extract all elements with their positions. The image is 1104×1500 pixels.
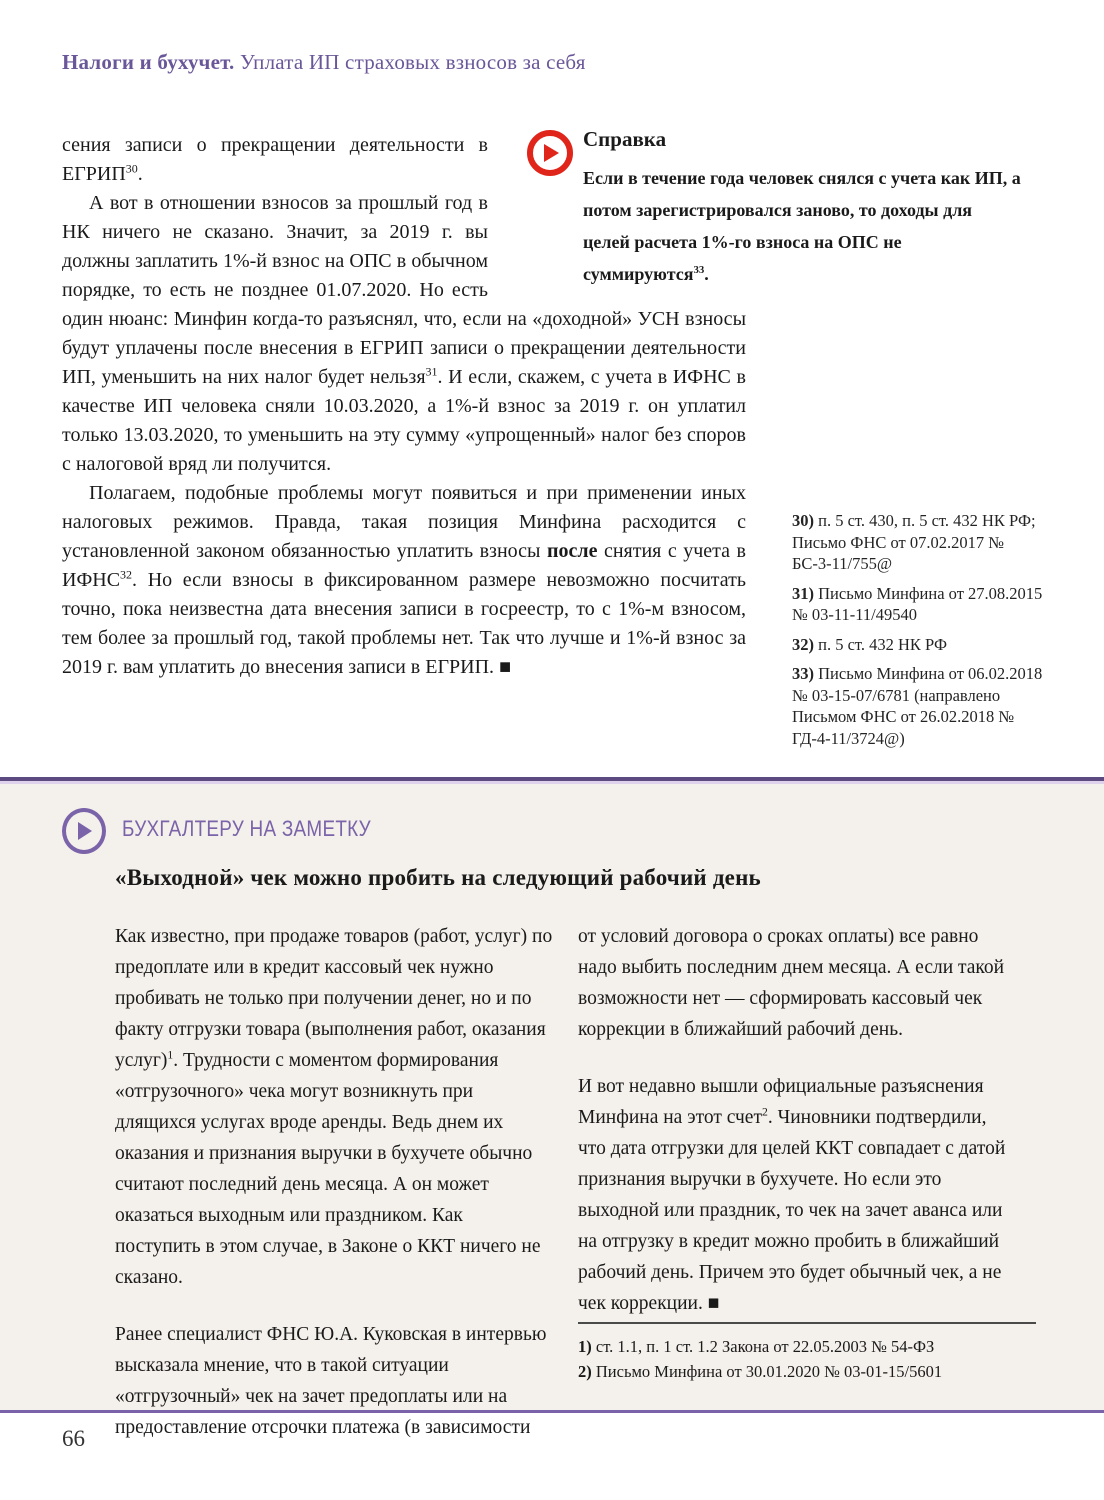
footnote-ref-32: 32 xyxy=(120,567,133,582)
note-paragraph: Ранее специалист ФНС Ю.А. Куковская в интервью высказала мнение, что в такой ситуации «отгрузочный» чек на зачет предоплаты или на предоставление отсрочки платежа (в зависимости xyxy=(115,1324,547,1438)
play-triangle xyxy=(78,822,92,840)
play-triangle xyxy=(544,144,559,162)
note-paragraph: И вот недавно вышли официальные разъяснения Минфина на этот счет$^2$. Чиновники подтвердили, что дата отгрузки для целей ККТ совпадает с датой признания выручки в бухучете. Но если это выходной или праздник, то чек на зачет аванса или на отгрузку в кредит можно пробить в ближайший рабочий день. Причем это будет обычный чек, а не чек коррекции. ■ xyxy=(578,1076,1006,1314)
note-paragraph: от условий договора о сроках оплаты) все равно надо выбить последним днем месяца. А если такой возможности нет — сформировать кассовый чек коррекции в ближайший рабочий день. xyxy=(578,926,1005,1040)
footnote-ref-1: 1 xyxy=(167,1048,174,1062)
footnote-ref-31: 31 xyxy=(425,364,438,379)
spravka-play-icon xyxy=(527,130,573,176)
note-footnote-1: 1) ст. 1.1, п. 1 ст. 1.2 Закона от 22.05.2003 № 54-ФЗ xyxy=(578,1337,935,1356)
footnote-33: 33) Письмо Минфина от 06.02.2018 № 03-15-07/6781 (направлено Письмом ФНС от 26.02.2018 № ГД-4-11/3724@) xyxy=(792,664,1043,748)
article-paragraph: А вот в отношении взносов за прошлый год в НК ничего не сказано. Значит, за 2019 г. вы должны заплатить 1%-й взнос на ОПС в обычном порядке, то есть не позднее 01.07.2020. Но есть один нюанс: Минфин когда-то разъяснял, что, если на «доходной» УСН взносы будут уплачены после внесения в ЕГРИП записи о прекращении деятельности ИП, уменьшить на них налог будет нельзя$^{31}$. И если, скажем, с учета в ИФНС в качестве ИП человека сняли 10.03.2020, а 1%-й взнос за 2019 г. он уплатил только 13.03.2020, то уменьшить на эту сумму «упрощенный» налог без споров с налоговой вряд ли получится. xyxy=(62,192,746,475)
footnote-ref-2: 2 xyxy=(761,1105,768,1119)
footnote-30: 30) п. 5 ст. 430, п. 5 ст. 432 НК РФ; Письмо ФНС от 07.02.2017 № БС-3-11/755@ xyxy=(792,511,1036,573)
spravka-content xyxy=(583,127,1023,290)
note-column-left xyxy=(115,921,553,1443)
footnote-ref-33: 33 xyxy=(693,264,705,276)
article-paragraph: сения записи о прекращении деятельности в ЕГРИП$^{30}$. xyxy=(62,134,488,185)
note-paragraph: Как известно, при продаже товаров (работ, услуг) по предоплате или в кредит кассовый чек нужно пробивать не только при получении денег, но и по факту отгрузки товара (выполнения работ, оказания услуг)$^1$. Трудности с моментом формирования «отгрузочного» чека могут возникнуть при длящихся услугах вроде аренды. Ведь днем их оказания и признания выручки в бухучете обычно считают последний день месяца. А он может оказаться выходным или праздником. Как поступить в этом случае, в Законе о ККТ ничего не сказано. xyxy=(115,926,553,1288)
spravka-body: Если в течение года человек снялся с учета как ИП, а потом зарегистрировался заново, то доходы для целей расчета 1%-го взноса на ОПС не суммируются$^{33}$. xyxy=(583,168,1021,284)
note-footnotes xyxy=(578,1322,1036,1384)
page-number: 66 xyxy=(62,1426,85,1451)
spravka-title: Справка xyxy=(583,127,667,151)
running-head xyxy=(62,50,586,75)
note-column-right xyxy=(578,921,1016,1319)
spravka-box xyxy=(527,127,1042,290)
footnote-31: 31) Письмо Минфина от 27.08.2015 № 03-11-11/49540 xyxy=(792,583,1043,624)
footnote-32: 32) п. 5 ст. 432 НК РФ xyxy=(792,634,947,654)
bold-emphasis: после xyxy=(546,540,598,562)
section-name: Налоги и бухучет. xyxy=(62,50,235,74)
note-footnote-2: 2) Письмо Минфина от 30.01.2020 № 03-01-15/5601 xyxy=(578,1362,943,1381)
note-section xyxy=(0,777,1104,1438)
footnote-ref-30: 30 xyxy=(125,161,138,176)
note-play-icon xyxy=(62,808,106,854)
note-title: «Выходной» чек можно пробить на следующий рабочий день xyxy=(115,865,761,890)
sidebar-footnotes xyxy=(792,510,1046,757)
note-kicker: БУХГАЛТЕРУ НА ЗАМЕТКУ xyxy=(122,816,371,841)
article-subtitle: Уплата ИП страховых взносов за себя xyxy=(234,50,586,74)
article-paragraph: Полагаем, подобные проблемы могут появиться и при применении иных налоговых режимов. Правда, такая позиция Минфина расходится с установленной законом обязанностью уплатить взносы после снятия с учета в ИФНС$^{32}$. Но если взносы в фиксированном размере невозможно посчитать точно, пока неизвестна дата внесения записи в госреестр, то с 1%-м взносом, тем более за прошлый год, такой проблемы нет. Так что лучше и 1%-й взнос за 2019 г. вам уплатить до внесения записи в ЕГРИП. ■ xyxy=(62,482,746,678)
